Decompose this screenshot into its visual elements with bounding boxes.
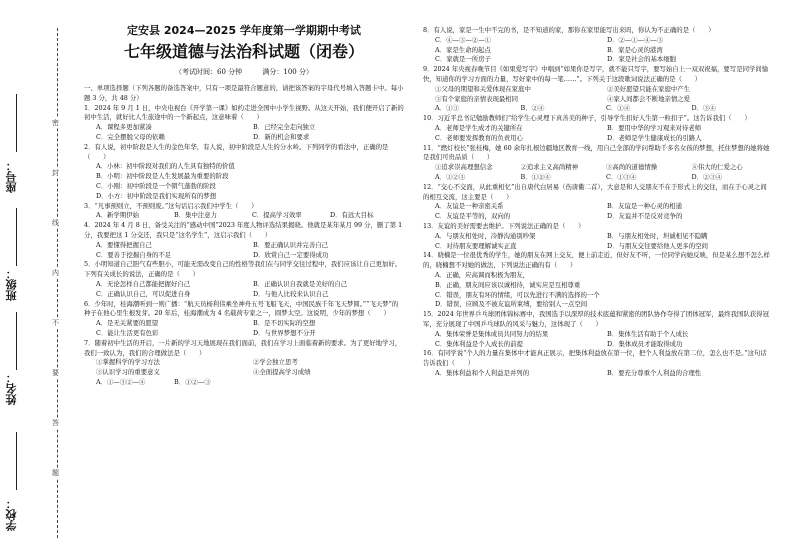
question-list-left [84, 104, 404, 388]
answer-option[interactable]: D．与朋友交往要给他人更多的空间 [607, 241, 708, 250]
option-group [423, 85, 773, 105]
binding-margin [0, 0, 78, 550]
answer-option[interactable]: D．欣赏自己一定要得成功 [253, 250, 329, 259]
answer-option[interactable]: ②学会独立思考 [253, 358, 298, 367]
option-group [84, 211, 404, 221]
answer-option[interactable]: C．正确认识自己，可以促进自身 [96, 289, 191, 298]
question-stem: 1．2024 年 9 月 1 日，中央电视台《开学第一课》如约走进全国中小学生视野。从这天开始，我们便开启了新的初中生活，就好比人生旅途中的一个新起点，这意味着（ ） [84, 103, 404, 122]
answer-option[interactable]: B．小明：初中阶段是人生发展最为重要的阶段 [96, 172, 229, 181]
answer-option[interactable]: ①父母的期望和关爱体现在家庭中 [435, 84, 531, 93]
answer-option[interactable]: B．是不切实际的空想 [253, 319, 316, 328]
answer-option[interactable]: D．错误，应顾及不被友谊所束缚，要给别人一点空间 [435, 300, 588, 309]
answer-option[interactable]: ①掌握科学的学习方法 [96, 358, 160, 367]
fold-word: 答 [52, 419, 59, 427]
question-4 [84, 221, 404, 260]
exam-title: 定安县 2024—2025 学年度第一学期期中考试 [127, 24, 361, 37]
option-group [84, 378, 404, 388]
option-group [423, 369, 773, 379]
answer-option[interactable]: B．要用中华的学习观来对待老师 [607, 123, 702, 132]
question-12 [423, 183, 773, 222]
answer-option[interactable]: ③高尚的道德情操 [606, 163, 658, 172]
answer-option[interactable]: A．小林：初中阶段对我们的人生具有独特的价值 [96, 162, 235, 171]
name-field[interactable] [16, 312, 17, 370]
answer-option[interactable]: C．对待朋友要理解诚实正直 [435, 241, 517, 250]
option-group [423, 202, 773, 222]
question-6 [84, 300, 404, 339]
answer-option[interactable]: A．集体荣誉是集体成员共同努力的结果 [435, 329, 549, 338]
question-list-right [423, 26, 773, 379]
answer-option[interactable]: D．与世界梦想不分开 [253, 328, 316, 337]
answer-option[interactable]: C．④—③—②—① [435, 35, 492, 44]
answer-option[interactable]: C．①③④ [606, 172, 637, 181]
answer-option[interactable]: ③有个家庭的亲情表现最相同 [435, 94, 519, 103]
answer-option[interactable]: B．正确认识自我就是美好的自己 [253, 279, 348, 288]
answer-option[interactable]: A．老师是学生成才的关键所在 [435, 123, 523, 132]
question-stem: 15．2024 年世界乒乓球团体锦标赛中，我国选手以深厚的技术底蕴和紧密的团队协作夺得了团体冠军，最终我国队获得冠军，充分展现了中国乒乓球队的风采与魅力，这体现了（ ） [423, 310, 769, 328]
answer-option[interactable]: C．家就是一所房子 [435, 55, 492, 64]
school-label: 学校： [5, 498, 18, 531]
answer-option[interactable]: C．①④ [606, 104, 631, 113]
question-14 [423, 251, 773, 310]
answer-option[interactable]: D．集体成员才能取得成功 [607, 339, 683, 348]
question-stem: 12．“交心不交面，从此重相忆”出自唐代白居易（伤唐衢二首），大意是和人交朋友不在于形式上的交往，而在于心灵之间的相互交流，这主要是（ ） [423, 182, 767, 201]
answer-option[interactable]: A．①③ [435, 104, 459, 113]
fold-word: 内 [52, 269, 59, 277]
answer-option[interactable]: D．新的机会和要求 [253, 132, 310, 141]
answer-option[interactable]: ④全面提高学习成绩 [253, 368, 311, 377]
question-stem: 7．随着初中生活的开启，一片新的学习天地展现在我们面前，我们在学习上面临着新的要求。为了更好地学习，我们一致认为，我们的合理做法是（ ） [84, 338, 402, 357]
question-stem: 14．晓楠是一位很优秀的学生，她的朋友在网上交友，便上前走近，但好友不听，一位同学向她反映，但是某么想不怎么样的，晓楠想不对她的做法，下列说法正确的有（ ） [423, 251, 770, 270]
answer-option[interactable]: A．与朋友相处时，冷静沟通别吵架 [435, 231, 536, 240]
answer-option[interactable]: A．①②③ [435, 172, 466, 181]
answer-option[interactable]: ②追求主义高尚精神 [520, 163, 579, 172]
question-stem: 9．2024 年央视春晚节目《如果爱写字》中唱到“如果你是写字，就不能只写字，要写始自上一双双祝福，要写是同学间愉快，知道你的学习方面的力量，写好家中的每一笔……”。下列关于这段歌词说法正确的是（ ） [423, 65, 769, 83]
answer-option[interactable]: B．集中注意力 [174, 211, 218, 220]
fold-word: 线 [52, 219, 59, 227]
answer-option[interactable]: ①追求崇高理想信念 [435, 163, 493, 172]
exam-score: 满分：100 分） [262, 68, 313, 76]
question-stem: 2．有人说，初中阶段是人生的金色年华，有人说，初中阶段是人生的分水岭。下列同学的看法中，正确的是（ ） [84, 142, 389, 161]
question-stem: 8．有人说，家是一生中不完的书，是不知道的家，那你在家里能写出来吗，你认为不正确的是（ ） [423, 26, 715, 34]
question-16 [423, 349, 773, 378]
question-1 [84, 104, 404, 143]
question-5 [84, 260, 404, 299]
answer-option[interactable]: D．有远大目标 [330, 211, 374, 220]
seat-field[interactable] [16, 94, 17, 152]
fold-word: 封 [52, 169, 59, 177]
answer-option[interactable]: ②美好愿望只能在家庭中产生 [607, 84, 691, 93]
answer-option[interactable]: B．要正确认识并完善自己 [253, 240, 328, 249]
question-3 [84, 202, 404, 222]
option-group [423, 36, 773, 65]
answer-option[interactable]: A．①—③②—④ [96, 377, 146, 386]
answer-option[interactable]: A．无论怎样自己都能把握好自己 [96, 279, 191, 288]
answer-option[interactable]: B．已经完全走向独立 [253, 123, 316, 132]
option-group [84, 162, 404, 201]
question-9 [423, 65, 773, 114]
option-group [423, 330, 773, 350]
question-2 [84, 143, 404, 202]
answer-option[interactable]: A．要懂得把握自己 [96, 240, 152, 249]
question-15 [423, 310, 773, 349]
answer-option[interactable]: A．课程多更加紧凑 [96, 123, 152, 132]
school-field[interactable] [16, 432, 17, 490]
answer-option[interactable]: C．集体利益是个人成长的前提 [435, 339, 523, 348]
answer-option[interactable]: C．提高学习效率 [252, 211, 302, 220]
question-stem: 5．小明知道自己胆气有些胆小，可能无需改变自己的性格等我们在与同学交往过程中，我们应该让自己更加好。下列有关成长的说法，正确的是（ ） [84, 260, 402, 279]
answer-option[interactable]: B．要充分尊重个人利益的合理性 [607, 368, 702, 377]
answer-option[interactable]: D．③④ [691, 104, 716, 113]
answer-option[interactable]: D．②③④ [691, 172, 723, 181]
question-8 [423, 26, 773, 65]
answer-option[interactable]: A．友谊是一种亲密关系 [435, 202, 504, 211]
name-label: 姓名： [5, 372, 18, 405]
option-group [423, 232, 773, 252]
exam-meta [84, 66, 404, 78]
option-group [423, 173, 773, 183]
answer-option[interactable]: ④伟大的仁爱之心 [691, 163, 743, 172]
answer-option[interactable]: A．新学期伊始 [96, 211, 139, 220]
answer-option[interactable]: B．集体生活有助于个人成长 [607, 329, 689, 338]
option-group [423, 124, 773, 144]
answer-option[interactable]: B．与朋友相处时，坦诚相见不隐瞒 [607, 231, 708, 240]
exam-time: （考试时间：60 分钟 [175, 68, 243, 76]
option-group [423, 163, 773, 173]
answer-option[interactable]: D．小方：初中阶段是我们实现所有的梦想 [96, 191, 217, 200]
question-stem: 4．2024 年 4 月 8 日，备受关注的“感动中国”2023 年度人物评选结果揭晓。他就是某年某月 99 分，删了第 1 分，我要把这 1 分交还，我只是“这名学生”，这启示我们（ ） [84, 221, 403, 239]
question-11 [423, 144, 773, 183]
answer-option[interactable]: B．①②—③ [174, 377, 211, 386]
question-stem: 3．“凡事预则立，不预则废。”这句话启示我们中学生（ ） [84, 201, 258, 210]
answer-option[interactable]: C．老师要发挥教育的负责用心 [435, 133, 523, 142]
fold-word: 密 [52, 119, 59, 127]
answer-option[interactable]: C．要善于挖掘自身的不足 [96, 250, 172, 259]
option-group [84, 358, 404, 378]
exam-subject: 七年级道德与法治科试题（闭卷） [123, 42, 364, 61]
class-field[interactable] [16, 208, 17, 266]
fold-word: 不 [52, 319, 59, 327]
left-column [84, 0, 404, 550]
option-group [84, 241, 404, 261]
answer-option[interactable]: B．友谊是一种心灵的相通 [607, 202, 682, 211]
answer-option[interactable]: B．①②④ [520, 172, 551, 181]
right-column [423, 0, 773, 550]
answer-option[interactable]: A．家是生命的起点 [435, 45, 491, 54]
question-10 [423, 114, 773, 143]
answer-option[interactable]: ④家人间都会不断地亲情之爱 [607, 94, 691, 103]
question-13 [423, 222, 773, 251]
answer-option[interactable]: A．集体利益和个人利益是并列的 [435, 368, 530, 377]
fold-word: 题 [52, 469, 59, 477]
question-7 [84, 339, 404, 388]
option-group [84, 319, 404, 339]
seat-label: 座号： [5, 160, 18, 193]
answer-option[interactable]: D．家是社会的基本细胞 [607, 55, 677, 64]
option-group [84, 280, 404, 300]
answer-option[interactable]: A．正确，应高调而积极为朋友， [435, 270, 530, 279]
question-stem: 10．习近平总书记勉励教师们“给学生心灵埋下真善美的种子，引导学生扣好人生第一粒扣子”。这告诉我们（ ） [423, 114, 751, 123]
section-title: 一、单项选择题（下列各题的备选答案中，只有一项是最符合题意的，请把该答案的字母代号填入答题卡中。每小题 3 分，共 48 分） [84, 84, 404, 102]
answer-option[interactable]: B．正确，朋友间应该以诚相待，诚实应是互相尊重 [435, 280, 581, 289]
answer-option[interactable]: A．是无关紧要的愿望 [96, 319, 159, 328]
answer-option[interactable]: D．老师是学生健康成长的引路人 [607, 133, 702, 142]
question-stem: 11．“燃灯校长”张桂梅，她 60 余年扎根边疆地区教育一线，用自己全部的学问帮助千多名女孩的梦想，托住梦想的她将她是我们可贵品质（ ） [423, 143, 770, 162]
answer-option[interactable]: B．②④ [520, 104, 545, 113]
answer-option[interactable]: D．与他人比较来认识自己 [253, 289, 329, 298]
answer-option[interactable]: D．②—①—④—③ [607, 35, 664, 44]
option-group [423, 104, 773, 114]
answer-option[interactable]: C．错误，朋友有坏的情绪，可以先进行不满的选择的一个 [435, 290, 600, 299]
fold-word: 要 [52, 369, 59, 377]
answer-option[interactable]: C．小刚：初中阶段是一个朝气蓬勃的阶段 [96, 181, 216, 190]
answer-option[interactable]: B．家是心灵的港湾 [607, 45, 663, 54]
answer-option[interactable]: C．友谊是平等的，双向的 [435, 212, 511, 221]
class-label: 班级： [5, 268, 18, 301]
option-group [423, 271, 773, 310]
answer-option[interactable]: C．完全摆脱父母的依赖 [96, 132, 165, 141]
question-stem: 16．有同学说“个人的力量在集体中才能真正展示，把集体利益放在第一位，把个人利益放在第二位，怎么也不是。”这句话告诉我们（ ） [423, 349, 767, 368]
answer-option[interactable]: C．能让生活更有色彩 [96, 328, 159, 337]
fold-line [57, 28, 58, 538]
question-stem: 13．友谊的美好需要去维护。下列说法正确的是（ ） [423, 221, 585, 230]
question-stem: 6．少年时，桂海潮听到一则广播：“航天员杨利伟乘坐神舟五号飞船飞天，中国民族千年飞天梦圆。”“飞天梦”的种子在他心里生根发芽。20 年后，桂海潮成为 4 名载荷专家之一，圆梦太空。这说明，少年的梦想（ ） [84, 299, 399, 318]
answer-option[interactable]: ③认识学习的重要意义 [96, 368, 160, 377]
option-group [84, 123, 404, 143]
answer-option[interactable]: D．友谊并不是反对竞争的 [607, 212, 683, 221]
